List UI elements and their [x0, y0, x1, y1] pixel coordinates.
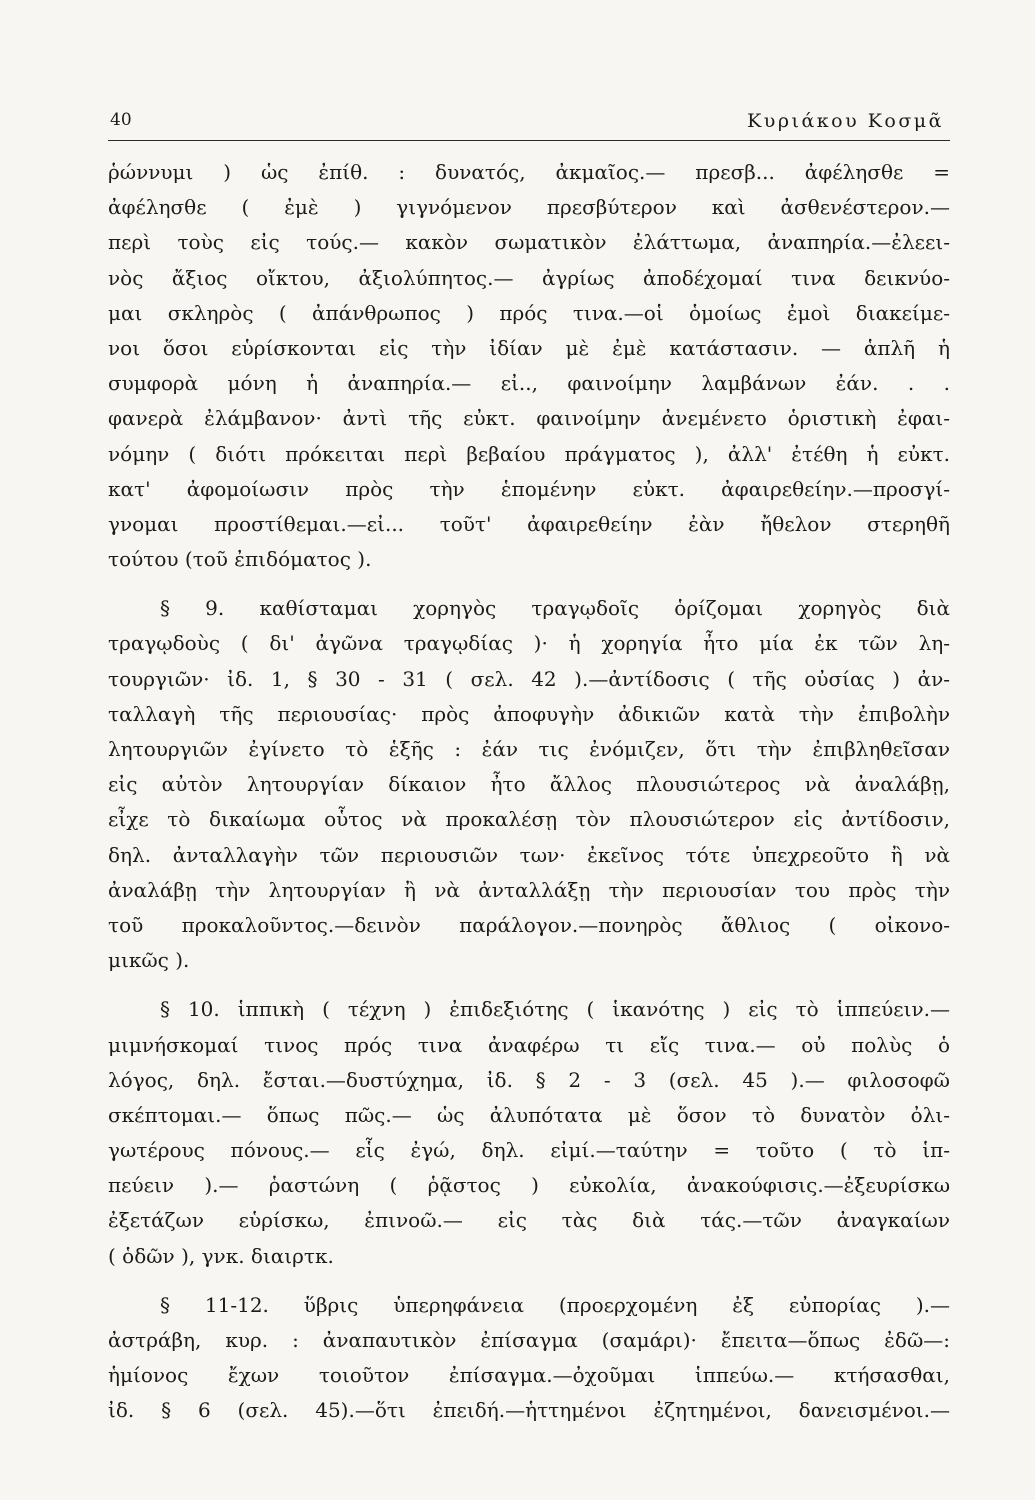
text-line: εἰς αὐτὸν λητουργίαν δίκαιον ἦτο ἄλλος πλουσιώτερος νὰ ἀναλάβῃ,: [108, 772, 950, 797]
text-line: μικῶς ).: [108, 948, 190, 973]
text-line: νὸς ἄξιος οἴκτου, ἀξιολύπητος.— ἀγρίως ἀποδέχομαί τινα δεικνύο-: [108, 265, 950, 290]
text-line: λόγος, δηλ. ἔσται.—δυστύχημα, ἰδ. § 2 - 3 (σελ. 45 ).— φιλοσοφῶ: [108, 1067, 950, 1092]
text-line: περὶ τοὺς εἰς τούς.— κακὸν σωματικὸν ἐλάττωμα, ἀναπηρία.—ἐλεει-: [108, 230, 950, 255]
text-line: ( ὁδῶν ), γνκ. διαιρτκ.: [108, 1243, 334, 1268]
text-line: τουργιῶν· ἰδ. 1, § 30 - 31 ( σελ. 42 ).—ἀντίδοσις ( τῆς οὐσίας ) ἀν-: [108, 666, 950, 691]
page-body: [108, 155, 950, 1429]
paragraph-section-9: [108, 591, 950, 978]
text-line: ῥώννυμι ) ὡς ἐπίθ. : δυνατός, ἀκμαῖος.— πρεσβ... ἀφέλησθε =: [108, 160, 950, 184]
text-line: γνομαι προστίθεμαι.—εἰ... τοῦτ' ἀφαιρεθείην ἐὰν ἤθελον στερηθῆ: [108, 511, 950, 536]
text-line: ἀστράβη, κυρ. : ἀναπαυτικὸν ἐπίσαγμα (σαμάρι)· ἔπειτα—ὅπως ἐδῶ—:: [108, 1328, 950, 1352]
text-line: κατ' ἀφομοίωσιν πρὸς τὴν ἑπομένην εὐκτ. ἀφαιρεθείην.—προσγί-: [108, 476, 950, 501]
text-line: συμφορὰ μόνη ἡ ἀναπηρία.— εἰ.., φαινοίμην λαμβάνων ἐάν. . .: [108, 371, 950, 396]
text-line: ταλλαγὴ τῆς περιουσίας· πρὸς ἀποφυγὴν ἀδικιῶν κατὰ τὴν ἐπιβολὴν: [108, 701, 950, 726]
paragraph-section-11-12: [108, 1288, 950, 1429]
page-header: [108, 108, 950, 141]
paragraph-1: [108, 155, 950, 577]
text-line: νόμην ( διότι πρόκειται περὶ βεβαίου πράγματος ), ἀλλ' ἐτέθη ἡ εὐκτ.: [108, 441, 950, 466]
text-line: § 10. ἱππικὴ ( τέχνη ) ἐπιδεξιότης ( ἱκανότης ) εἰς τὸ ἱππεύειν.—: [160, 997, 950, 1022]
text-line: δηλ. ἀνταλλαγὴν τῶν περιουσιῶν των· ἐκεῖνος τότε ὑπεχρεοῦτο ἢ νὰ: [108, 842, 950, 867]
text-line: σκέπτομαι.— ὅπως πῶς.— ὡς ἀλυπότατα μὲ ὅσον τὸ δυνατὸν ὀλι-: [108, 1102, 950, 1127]
text-line: τραγῳδοὺς ( δι' ἀγῶνα τραγῳδίας )· ἡ χορηγία ἦτο μία ἐκ τῶν λη-: [108, 631, 950, 656]
text-line: § 9. καθίσταμαι χορηγὸς τραγῳδοῖς ὁρίζομαι χορηγὸς διὰ: [160, 596, 950, 621]
text-line: τοῦ προκαλοῦντος.—δεινὸν παράλογον.—πονηρὸς ἄθλιος ( οἰκονο-: [108, 912, 950, 937]
running-head: Κυριάκου Κοσμᾶ: [747, 110, 944, 132]
text-line: πεύειν ).— ῥαστώνη ( ῥᾷστος ) εὐκολία, ἀνακούφισις.—ἐξευρίσκω: [108, 1173, 950, 1198]
text-line: μιμνήσκομαί τινος πρός τινα ἀναφέρω τι εἴς τινα.— οὐ πολὺς ὁ: [108, 1032, 950, 1057]
paragraph-section-10: [108, 992, 950, 1274]
page-number: 40: [110, 110, 132, 130]
text-line: γωτέρους πόνους.— εἷς ἐγώ, δηλ. εἰμί.—ταύτην = τοῦτο ( τὸ ἱπ-: [108, 1138, 950, 1163]
text-line: ἐξετάζων εὑρίσκω, ἐπινοῶ.— εἰς τὰς διὰ τάς.—τῶν ἀναγκαίων: [108, 1208, 950, 1233]
text-line: § 11-12. ὕβρις ὑπερηφάνεια (προερχομένη ἐξ εὐπορίας ).—: [160, 1292, 950, 1317]
text-line: τούτου (τοῦ ἐπιδόματος ).: [108, 547, 372, 572]
text-line: ἀναλάβῃ τὴν λητουργίαν ἢ νὰ ἀνταλλάξῃ τὴν περιουσίαν του πρὸς τὴν: [108, 877, 950, 902]
text-line: φανερὰ ἐλάμβανον· ἀντὶ τῆς εὐκτ. φαινοίμην ἀνεμένετο ὁριστικὴ ἐφαι-: [108, 406, 950, 431]
text-line: μαι σκληρὸς ( ἀπάνθρωπος ) πρός τινα.—οἱ ὁμοίως ἐμοὶ διακείμε-: [108, 300, 950, 325]
text-line: ἀφέλησθε ( ἐμὲ ) γιγνόμενον πρεσβύτερον καὶ ἀσθενέστερον.—: [108, 195, 950, 220]
text-line: ἡμίονος ἔχων τοιοῦτον ἐπίσαγμα.—ὀχοῦμαι ἱππεύω.— κτήσασθαι,: [108, 1363, 950, 1388]
text-line: νοι ὅσοι εὑρίσκονται εἰς τὴν ἰδίαν μὲ ἐμὲ κατάστασιν. — ἁπλῆ ἡ: [108, 335, 950, 360]
text-line: εἶχε τὸ δικαίωμα οὗτος νὰ προκαλέσῃ τὸν πλουσιώτερον εἰς ἀντίδοσιν,: [108, 807, 950, 832]
text-line: λητουργιῶν ἐγίνετο τὸ ἑξῆς : ἐάν τις ἐνόμιζεν, ὅτι τὴν ἐπιβληθεῖσαν: [108, 737, 950, 761]
book-page: [108, 108, 950, 1429]
text-line: ἰδ. § 6 (σελ. 45).—ὅτι ἐπειδή.—ἡττημένοι ἐζητημένοι, δανεισμένοι.—: [108, 1398, 950, 1423]
